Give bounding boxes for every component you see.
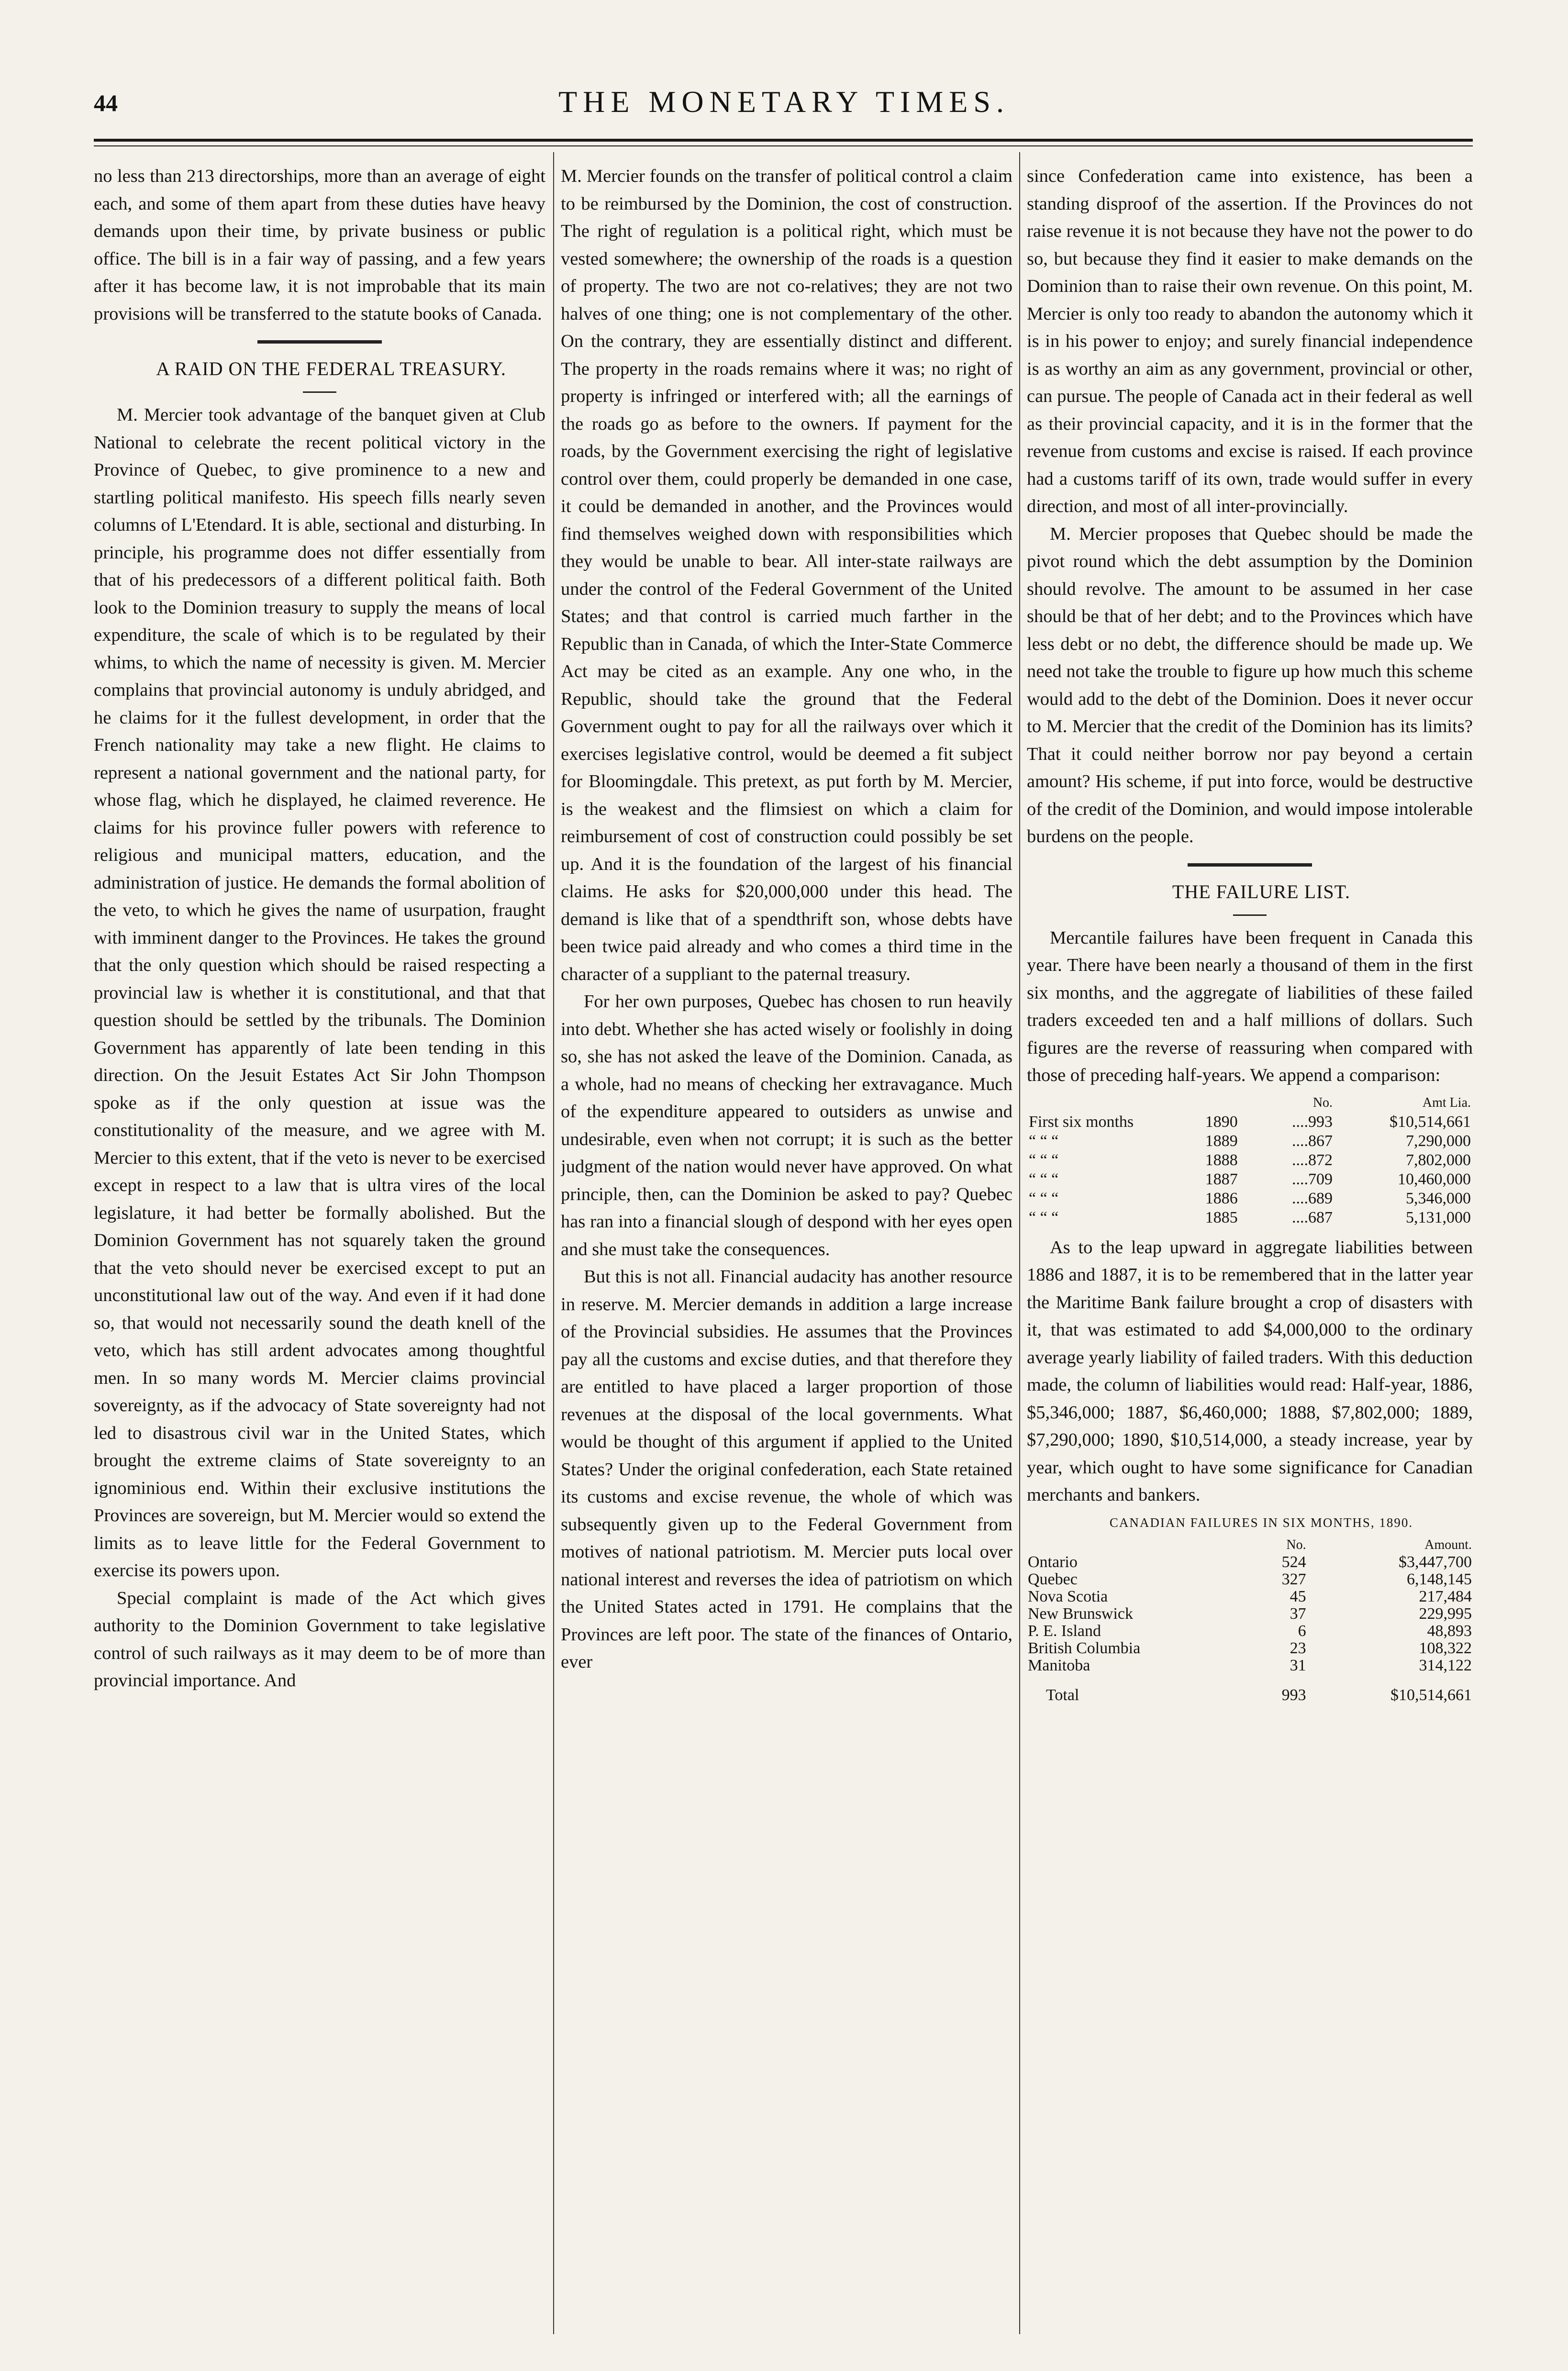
row-year: 1885 bbox=[1205, 1208, 1238, 1226]
column-3 bbox=[1027, 163, 1473, 2326]
column-2 bbox=[561, 163, 1012, 2326]
row-year: 1886 bbox=[1205, 1189, 1238, 1207]
article-text: As to the leap upward in aggregate liabilities between 1886 and 1887, it is to be remembered that in the latter year the Maritime Bank failure brought a crop of disasters with it, that was estimated to add $4,000,000 to the ordinary average yearly liability of failed traders. With this deduction made, the column of liabilities would read: Half-year, 1886, $5,346,000; 1887, $6,460,000; 1888, $7,802,000; 1889, $7,290,000; 1890, $10,514,000, a steady increase, year by year, which ought to have some significance for Canadian merchants and bankers. bbox=[1027, 1237, 1473, 1505]
article-text: M. Mercier took advantage of the banquet given at Club National to celebrate the recent political victory in the Province of Quebec, to give prominence to a new and startling political manifesto. His speech fills nearly seven columns of L'Etendard. It is able, sectional and disturbing. In principle, his programme does not differ essentially from that of his predecessors of a different political faith. Both look to the Dominion treasury to supply the means of local expenditure, the scale of which is to be regulated by their whims, to which the name of necessity is given. M. Mercier complains that provincial autonomy is unduly abridged, and he claims for it the fullest development, in order that the French nationality may take a new flight. He claims to represent a national government and the national party, for whose flag, which he displayed, he claimed reverence. He claims for his province fuller powers with reference to religious and municipal matters, education, and the administration of justice. He demands the formal abolition of the veto, to which he gives the name of usurpation, fraught with imminent danger to the Provinces. He takes the ground that the only question which should be raised respecting a provincial law is whether it is constitutional, and that that question should be settled by the tribunals. The Dominion Government has apparently of late been tending in this direction. On the Jesuit Estates Act Sir John Thompson spoke as if the only question at issue was the constitutionality of the measure, and we agree with M. Mercier to this extent, that if the veto is never to be exercised except in respect to a law that is ultra vires of the local legislature, it had better be formally abolished. But the Dominion Government has not squarely taken the ground that the veto should never be exercised except to put an unconstitutional law out of the way. And even if it had done so, that would not necessarily sound the death knell of the veto, which has still ardent advocates among thoughtful men. In so many words M. Mercier claims provincial sovereignty, as if the advocacy of State sovereignty had not led to disastrous civil war in the United States, which brought the extreme claims of State sovereignty to an ignominious end. Within their exclusive institutions the Provinces are sovereign, but M. Mercier would so extend the limits as to leave little for the Federal Government to exercise its powers upon. bbox=[94, 405, 545, 1581]
total-count: 993 bbox=[1281, 1686, 1306, 1704]
province-amount: $3,447,700 bbox=[1399, 1553, 1472, 1571]
table-total-row bbox=[1027, 1674, 1473, 1704]
row-amount: 5,346,000 bbox=[1406, 1189, 1471, 1207]
province-count: 45 bbox=[1290, 1588, 1306, 1605]
province-name: Ontario bbox=[1028, 1553, 1078, 1571]
table-row bbox=[1027, 1640, 1473, 1657]
failure-comparison-table bbox=[1027, 1093, 1473, 1227]
article-text: M. Mercier founds on the transfer of political control a claim to be reimbursed by the Dominion, the cost of construction. The right of regulation is a political right, which must be vested somewhere; the ownership of the roads is a question of property. The two are not co-relatives; they are not two halves of one thing; one is not complementary of the other. On the contrary, they are essentially distinct and different. The property in the roads remains where it was; no right of property is infringed or interfered with; all the earnings of the roads go as before to the owners. If payment for the roads, by the Government exercising the right of legislative control over them, could properly be demanded in one case, it could be demanded in another, and the Provinces would find themselves weighed down with responsibilities which they would be unable to bear. All inter-state railways are under the control of the Federal Government of the United States; and that control is carried much farther in the Republic than in Canada, of which the Inter-State Commerce Act may be cited as an example. Any one who, in the Republic, should take the ground that the Federal Government ought to pay for all the railways over which it exercises legislative control, would be deemed a fit subject for Bloomingdale. This pretext, as put forth by M. Mercier, is the weakest and the flimsiest on which a claim for reimbursement of cost of construction could possibly be set up. And it is the foundation of the largest of his financial claims. He asks for $20,000,000 under this head. The demand is like that of a spendthrift son, whose debts have been twice paid already and who comes a third time in the character of a suppliant to the paternal treasury. bbox=[561, 166, 1012, 984]
page-number: 44 bbox=[94, 89, 118, 116]
column-header: No. bbox=[1286, 1537, 1306, 1552]
column-header: No. bbox=[1312, 1095, 1333, 1110]
province-count: 37 bbox=[1290, 1605, 1306, 1623]
column-header: Amt Lia. bbox=[1422, 1095, 1471, 1110]
article-heading: A RAID ON THE FEDERAL TREASURY. bbox=[156, 358, 506, 379]
province-amount: 314,122 bbox=[1419, 1657, 1472, 1674]
province-amount: 108,322 bbox=[1419, 1639, 1472, 1657]
article-text: Special complaint is made of the Act which gives authority to the Dominion Government to take legislative control of such railways as it may deem to be of more than provincial importance. And bbox=[94, 1588, 545, 1691]
province-name: British Columbia bbox=[1028, 1639, 1141, 1657]
table-row bbox=[1027, 1113, 1473, 1132]
row-label: First six months bbox=[1029, 1113, 1134, 1131]
row-label: “ “ “ bbox=[1029, 1170, 1059, 1188]
table-row bbox=[1027, 1588, 1473, 1605]
province-name: Manitoba bbox=[1028, 1657, 1090, 1674]
table-row bbox=[1027, 1170, 1473, 1189]
province-count: 327 bbox=[1281, 1570, 1306, 1588]
province-amount: 48,893 bbox=[1427, 1622, 1472, 1640]
table-row bbox=[1027, 1554, 1473, 1571]
row-year: 1888 bbox=[1205, 1151, 1238, 1169]
table-row bbox=[1027, 1623, 1473, 1640]
row-count: ....689 bbox=[1292, 1189, 1333, 1207]
province-amount: 6,148,145 bbox=[1407, 1570, 1472, 1588]
header-rule bbox=[94, 139, 1473, 142]
province-count: 23 bbox=[1290, 1639, 1306, 1657]
table-row bbox=[1027, 1189, 1473, 1208]
column-1 bbox=[94, 163, 545, 2326]
province-name: Nova Scotia bbox=[1028, 1588, 1108, 1605]
province-name: P. E. Island bbox=[1028, 1622, 1101, 1640]
provincial-failures-table bbox=[1027, 1536, 1473, 1704]
column-divider bbox=[553, 152, 554, 2334]
row-count: ....687 bbox=[1292, 1208, 1333, 1226]
row-count: ....872 bbox=[1292, 1151, 1333, 1169]
row-year: 1890 bbox=[1205, 1113, 1238, 1131]
row-year: 1889 bbox=[1205, 1132, 1238, 1150]
province-amount: 229,995 bbox=[1419, 1605, 1472, 1623]
row-label: “ “ “ bbox=[1029, 1208, 1059, 1226]
table-row bbox=[1027, 1151, 1473, 1170]
masthead: THE MONETARY TIMES. bbox=[558, 85, 1010, 119]
column-header: Amount. bbox=[1424, 1537, 1472, 1552]
row-amount: 10,460,000 bbox=[1398, 1170, 1471, 1188]
article-text: M. Mercier proposes that Quebec should be made the pivot round which the debt assumption by the Dominion should revolve. The amount to be assumed in her case should be that of her debt; and to the Provinces which have less debt or no debt, the difference should be made up. We need not take the trouble to figure up how much this scheme would add to the debt of the Dominion. Does it never occur to M. Mercier that the credit of the Dominion has its limits? That it could neither borrow nor pay beyond a certain amount? His scheme, if put into force, would be destructive of the credit of the Dominion, and would impose intolerable burdens on the people. bbox=[1027, 523, 1473, 846]
header-rule-thin bbox=[94, 145, 1473, 146]
column-divider bbox=[1019, 152, 1020, 2334]
row-count: ....867 bbox=[1292, 1132, 1333, 1150]
article-text: But this is not all. Financial audacity has another resource in reserve. M. Mercier demands in addition a large increase of the Provincial subsidies. He assumes that the Provinces pay all the customs and excise duties, and that therefore they are entitled to have placed a larger proportion of those revenues at the disposal of the local governments. What would be thought of this argument if applied to the United States? Under the original confederation, each State retained its customs and excise revenue, the whole of which was subsequently given up to the Federal Government from motives of national patriotism. M. Mercier puts local over national interest and reverses the idea of patriotism on which the United States acted in 1791. He complains that the Provinces are left poor. The state of the finances of Ontario, ever bbox=[561, 1267, 1012, 1672]
article-text: For her own purposes, Quebec has chosen to run heavily into debt. Whether she has acted wisely or foolishly in doing so, she has not asked the leave of the Dominion. Canada, as a whole, had no means of checking her extravagance. Much of the expenditure appeared to outsiders as unwise and undesirable, even when not corrupt; it is such as the better judgment of the nation would never have approved. On what principle, then, can the Dominion be asked to pay? Quebec has ran into a financial slough of despond with her eyes open and she must take the consequences. bbox=[561, 991, 1012, 1259]
table-row bbox=[1027, 1208, 1473, 1227]
row-label: “ “ “ bbox=[1029, 1151, 1059, 1169]
province-amount: 217,484 bbox=[1419, 1588, 1472, 1605]
table-row bbox=[1027, 1605, 1473, 1623]
row-amount: 7,290,000 bbox=[1406, 1132, 1471, 1150]
province-count: 31 bbox=[1290, 1657, 1306, 1674]
row-amount: 5,131,000 bbox=[1406, 1208, 1471, 1226]
table-header-row bbox=[1027, 1093, 1473, 1113]
row-count: ....709 bbox=[1292, 1170, 1333, 1188]
article-heading: THE FAILURE LIST. bbox=[1172, 880, 1351, 902]
table-row bbox=[1027, 1571, 1473, 1588]
province-name: New Brunswick bbox=[1028, 1605, 1134, 1623]
row-count: ....993 bbox=[1292, 1113, 1333, 1131]
table-row bbox=[1027, 1132, 1473, 1151]
row-year: 1887 bbox=[1205, 1170, 1238, 1188]
province-count: 524 bbox=[1281, 1553, 1306, 1571]
table-header-row bbox=[1027, 1536, 1473, 1554]
section-divider bbox=[1188, 863, 1312, 867]
total-label: Total bbox=[1046, 1686, 1079, 1704]
article-text: since Confederation came into existence, has been a standing disproof of the assertion. If the Provinces do not raise revenue it is not because they have not the power to do so, but because they find it easier to make demands on the Dominion than to raise their own revenue. On this point, M. Mercier is only too ready to abandon the autonomy which it is in his power to enjoy; and surely financial independence is as worthy an aim as any government, provincial or other, can pursue. The people of Canada act in their federal as well as their provincial capacity, and it is in the former that the revenue from customs and excise is raised. If each province had a customs tariff of its own, trade would suffer in every direction, and most of all inter-provincially. bbox=[1027, 166, 1473, 516]
heading-rule bbox=[1233, 914, 1267, 916]
table-caption: CANADIAN FAILURES IN SIX MONTHS, 1890. bbox=[1109, 1515, 1413, 1530]
article-text: Mercantile failures have been frequent in Canada this year. There have been nearly a thousand of them in the first six months, and the aggregate of liabilities of these failed traders exceeded ten and a half millions of dollars. Such figures are the reverse of reassuring when compared with those of preceding half-years. We append a comparison: bbox=[1027, 927, 1473, 1085]
heading-rule bbox=[303, 391, 336, 393]
row-amount: $10,514,661 bbox=[1390, 1113, 1471, 1131]
total-amount: $10,514,661 bbox=[1390, 1686, 1472, 1704]
province-name: Quebec bbox=[1028, 1570, 1078, 1588]
section-divider bbox=[257, 340, 382, 344]
row-amount: 7,802,000 bbox=[1406, 1151, 1471, 1169]
province-count: 6 bbox=[1298, 1622, 1306, 1640]
table-row bbox=[1027, 1657, 1473, 1674]
row-label: “ “ “ bbox=[1029, 1189, 1059, 1207]
row-label: “ “ “ bbox=[1029, 1132, 1059, 1150]
article-text: no less than 213 directorships, more than an average of eight each, and some of them apart from these duties have heavy demands upon their time, by private business or public office. The bill is in a fair way of passing, and a few years after it has become law, it is not improbable that its main provisions will be transferred to the statute books of Canada. bbox=[94, 166, 545, 324]
